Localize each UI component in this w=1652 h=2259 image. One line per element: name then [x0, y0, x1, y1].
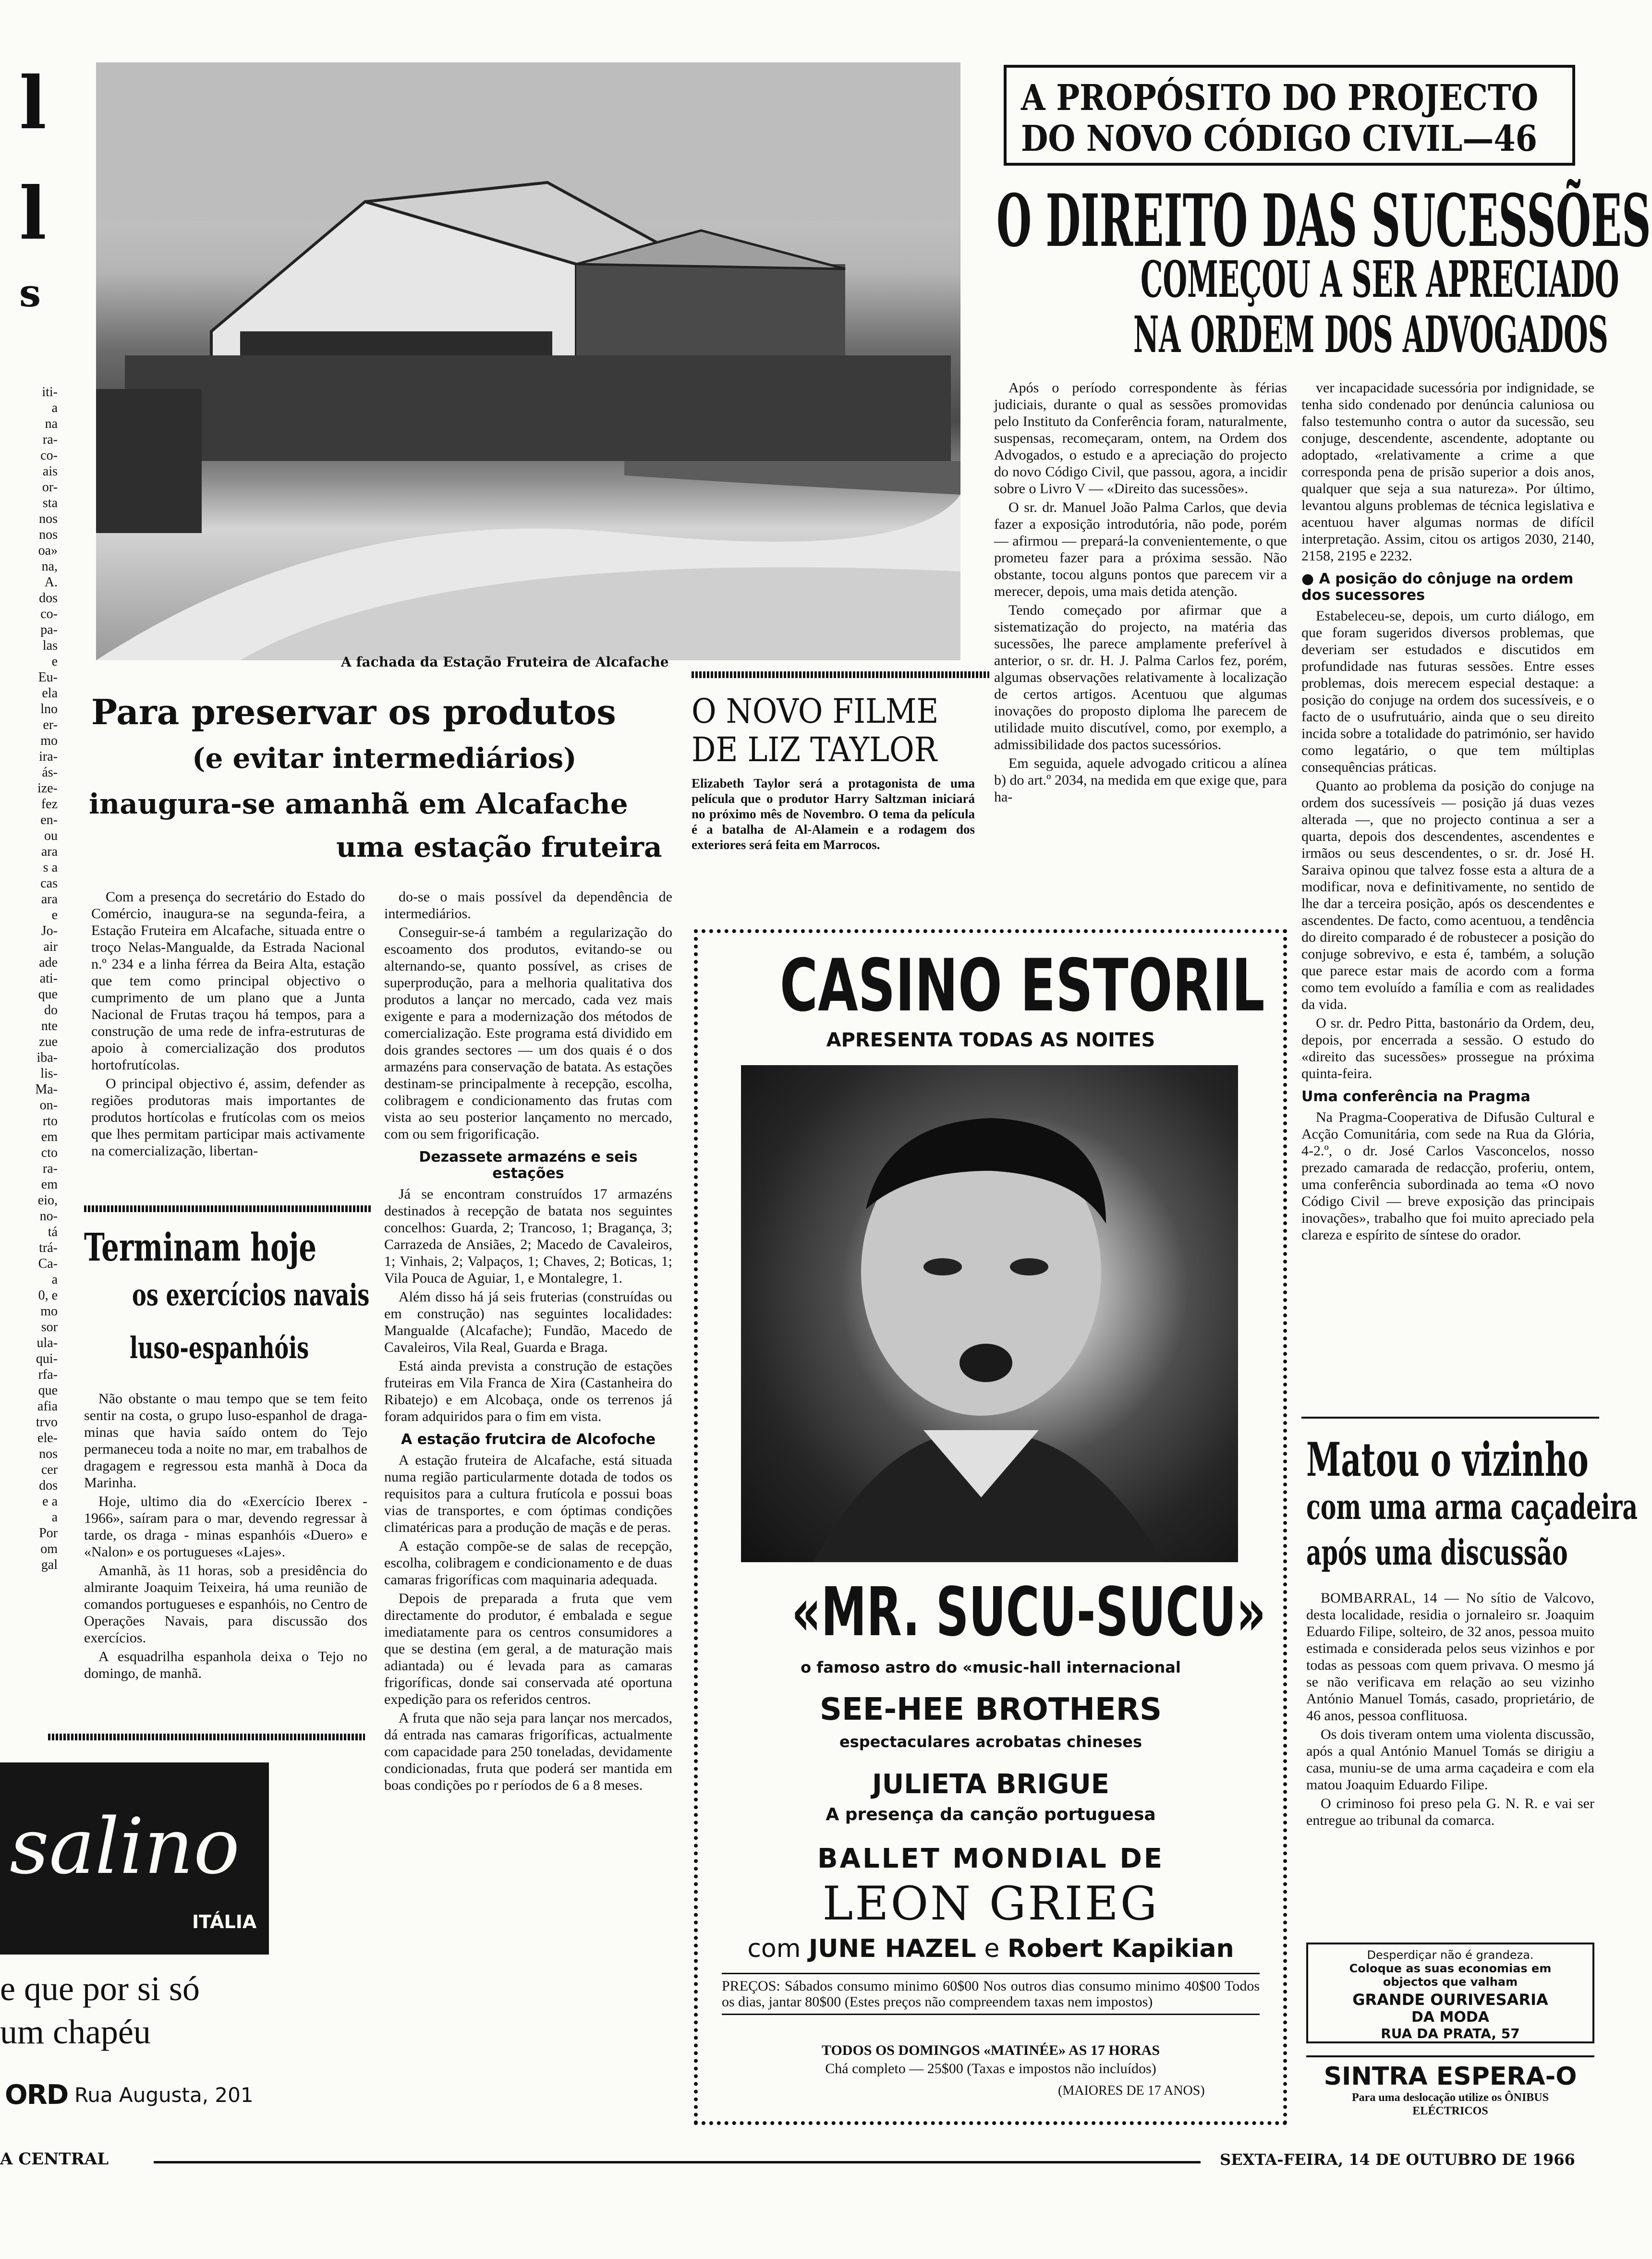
- vizinho-body: [1306, 1590, 1594, 1831]
- left-fragment-line: ade: [39, 955, 58, 970]
- alcafache-headline-1: Para preservar os produtos: [91, 692, 616, 732]
- left-fragment-line: co-: [40, 448, 58, 463]
- codigo-box: [1004, 65, 1575, 166]
- left-fragment-line: ela: [42, 686, 58, 701]
- casino-matinee-3: (MAIORES DE 17 ANOS): [1058, 2083, 1205, 2098]
- codigo-col1-paragraph-2: O sr. dr. Manuel João Palma Carlos, que devia fazer a exposição introdutória, não pode, porém — afirmou — prepará-la convenientemente, o que prometeu fazer para a próxima sessão. Não obstante, tocou alguns pontos que parecem vir a merecer, depois, uma mais detida atenção.: [994, 499, 1287, 599]
- left-fragment-line: ula-: [36, 1336, 58, 1350]
- casino-photo: [741, 1065, 1238, 1562]
- codigo-col2-part-c: [1301, 1109, 1594, 1243]
- left-fragment-line: trá-: [39, 1240, 58, 1255]
- left-fragment-line: a: [51, 401, 58, 415]
- alcafache-col2c-paragraph-4: A fruta que não seja para lançar nos mercados, dá entrada nas camaras frigoríficas, actualmente com capacidade para 250 toneladas, devidamente condicionadas, fruta que poderá ser mantida em boas condições po r períodos de 6 a 8 meses.: [384, 1710, 672, 1793]
- codigo-col2b-paragraph-1: Estabeleceu-se, depois, um curto diálogo, em que foram sugeridos diversos problemas, que deveriam ser estudados e discutidos em profundidade nas futuras sessões. Entre esses problemas, dois merecem especial destaque: a posição do conjuge na ordem dos sucessíveis, e o facto de o usufrutuário, ainda que o seu direito incida sobre a totalidade do património, ser havido como legatário, o que tem múltiplas consequências práticas.: [1301, 608, 1594, 775]
- liz-headline-1: O NOVO FILME: [692, 692, 939, 731]
- codigo-col2-part-a: [1301, 379, 1594, 564]
- left-fragment-line: ou: [44, 828, 58, 843]
- alcafache-headline-3: inaugura-se amanhã em Alcafache: [89, 788, 628, 820]
- photo-caption: A fachada da Estação Fruteira de Alcafache: [341, 654, 669, 670]
- left-fragment-line: rfa-: [38, 1367, 58, 1382]
- left-fragment-line: ira-: [39, 749, 58, 764]
- left-fragment-big-letters: [0, 48, 58, 317]
- left-fragment-line: ele-: [37, 1431, 58, 1445]
- alcafache-col2b-paragraph-3: Está ainda prevista a construção de estações fruteiras em Vila Franca de Xira (Castanheira do Ribatejo) e em Alcobaça, onde os terrenos já foram adquiridos para o fim em vista.: [384, 1358, 672, 1424]
- left-fragment-line: las: [42, 638, 58, 653]
- alcafache-subhead-1: Dezassete armazéns e seis estações: [419, 1149, 638, 1182]
- alcafache-headline-2: (e evitar intermediários): [192, 742, 577, 775]
- left-fragment-line: a: [51, 1272, 58, 1287]
- left-fragment-line: om: [40, 1542, 58, 1556]
- left-fragment-line: e a: [42, 1494, 58, 1509]
- vizinho-headline-1: Matou o vizinho: [1306, 1433, 1589, 1487]
- left-fragment-line: Eu-: [38, 670, 58, 685]
- left-fragment-line: nos: [39, 527, 58, 542]
- codigo-headline-3: NA ORDEM DOS ADVOGADOS: [1133, 305, 1608, 364]
- vizinho-headline-2: com uma arma caçadeira: [1306, 1486, 1638, 1527]
- left-fragment-line: ize-: [37, 781, 58, 796]
- salino-line-1: e que por si só: [0, 1969, 200, 2008]
- alcafache-col1-paragraph-1: Com a presença do secretário do Estado do Comércio, inaugura-se na segunda-feira, a Estação Fruteira em Alcafache, situada entre o troço Nelas-Mangualde, da Estrada Nacional n.º 234 e a linha férrea da Beira Alta, estação que tem como principal objectivo o cumprimento de um plano que a Junta Nacional de Frutas traçou há tempos, para a construção de uma rede de infra-estruturas de apoio à comercialização dos produtos hortofrutícolas.: [91, 889, 365, 1073]
- left-fragment-line: e: [51, 654, 58, 669]
- left-fragment-line: no-: [39, 1209, 58, 1224]
- footer-left: A CENTRAL: [0, 2150, 109, 2169]
- left-fragment-line: mo: [40, 733, 58, 748]
- left-fragment-big-letter: s: [19, 270, 41, 316]
- sintra-body: Para uma deslocação utilize os ÔNIBUS ELÉCTRICOS: [1352, 2091, 1549, 2117]
- left-fragment-line: Ma-: [35, 1082, 58, 1097]
- photo-building-illustration: [96, 62, 960, 660]
- alcafache-col2-part-a: [384, 888, 672, 1142]
- ourivesaria-ad: [1306, 1943, 1594, 2043]
- ourivesaria-name-2: DA MODA: [1411, 2009, 1490, 2026]
- left-fragment-line: tá: [48, 1225, 58, 1239]
- left-fragment-line: dos: [39, 591, 58, 606]
- left-fragment-line: ara: [41, 844, 58, 859]
- salino-address: Rua Augusta, 201: [74, 2083, 254, 2107]
- left-fragment-line: cas: [40, 876, 58, 891]
- naval-body: [84, 1390, 367, 1684]
- left-fragment-line: sor: [41, 1320, 58, 1335]
- casino-prices: PREÇOS: Sábados consumo minimo 60$00 Nos outros dias consumo minimo 40$00 Todos os dias, jantar 80$00 (Estes preços não compreendem taxas nem impostos): [722, 1973, 1260, 2015]
- casino-act-4c-b: Robert Kapikian: [1007, 1934, 1234, 1963]
- codigo-subhead-1-text: A posição do cônjuge na ordem dos sucessores: [1301, 571, 1574, 604]
- left-fragment-line: air: [43, 939, 58, 954]
- salino-brand: salino: [10, 1801, 240, 1891]
- left-fragment-line: ais: [42, 464, 58, 479]
- left-fragment-line: iti-: [42, 385, 58, 400]
- codigo-box-line-2: DO NOVO CÓDIGO CIVIL—46: [1021, 118, 1538, 159]
- alcafache-col2-part-c: [384, 1452, 672, 1794]
- left-fragment-line: A.: [44, 575, 58, 590]
- naval-headline-2: os exercícios navais: [132, 1277, 370, 1312]
- codigo-col2-part-b: [1301, 607, 1594, 1082]
- codigo-col2c-paragraph-1: Na Pragma-Cooperativa de Difusão Cultural e Acção Comunitária, com sede na Rua da Glória, 4-2.º, o dr. José Carlos Vasconcelos, nosso prezado camarada de redacção, proferiu, ontem, uma conferência subordinada ao tema «O novo Código Civil — breve exposição das principais inovações», trabalho que foi muito apreciado pela clareza e espírito de síntese do orador.: [1301, 1109, 1594, 1243]
- footer-date: SEXTA-FEIRA, 14 DE OUTUBRO DE 1966: [1220, 2150, 1575, 2169]
- alcafache-col2b-paragraph-1: Já se encontram construídos 17 armazéns destinados à recepção de batata nos seguintes concelhos: Guarda, 2; Trancoso, 1; Bragança, 3; Carrazeda de Ansiães, 2; Macedo de Cavaleiros, 1; Vinhais, 2; Valpaços, 1; Chaves, 2; Boticas, 1; Vila Pouca de Aguiar, 1, e Montalegre, 1.: [384, 1186, 672, 1286]
- left-fragment-line: afia: [37, 1399, 58, 1414]
- codigo-subhead-1: [1301, 571, 1594, 604]
- left-fragment-line: lis-: [40, 1066, 58, 1081]
- left-fragment-line: nte: [41, 1019, 58, 1033]
- left-fragment-text: [0, 384, 58, 1573]
- alcafache-column-1: [91, 888, 365, 1161]
- casino-ad: [694, 929, 1287, 2125]
- naval-headline-3: luso-espanhóis: [130, 1330, 309, 1365]
- left-fragment-line: ati-: [39, 971, 58, 986]
- left-fragment-line: s a: [43, 860, 58, 875]
- footer-rule: [154, 2161, 1201, 2163]
- casino-act-3-desc: A presença da canção portuguesa: [826, 1805, 1156, 1824]
- vizinho-paragraph-2: Os dois tiveram ontem uma violenta discussão, após a qual António Manuel Tomás se dirigiu a casa, muniu-se de uma arma caçadeira e com ela matou Joaquim Eduardo Filipe.: [1306, 1726, 1594, 1793]
- left-fragment-line: que: [38, 1383, 58, 1398]
- alcafache-col2c-paragraph-3: Depois de preparada a fruta que vem directamente do produtor, é embalada e segue imediatamente para os centros consumidores a que se destina (em geral, a de maturação mais adiantada) ou é levada para as camaras frigoríficas, donde sai conservada até oportuna expedição para os referidos centros.: [384, 1591, 672, 1707]
- liz-headline-2: DE LIZ TAYLOR: [692, 730, 937, 769]
- left-fragment-line: lno: [40, 702, 58, 717]
- casino-act-4c-pre: com: [747, 1934, 801, 1963]
- left-fragment-line: zue: [39, 1034, 58, 1049]
- casino-act-4a: BALLET MONDIAL DE: [817, 1843, 1165, 1874]
- casino-act-2-desc: espectaculares acrobatas chineses: [839, 1733, 1142, 1751]
- left-fragment-line: co-: [40, 607, 58, 621]
- codigo-headline-1: O DIREITO DAS SUCESSÕES: [996, 179, 1651, 263]
- left-fragment-line: 0, e: [38, 1288, 58, 1303]
- alcafache-col1-paragraph-2: O principal objectivo é, assim, defender as regiões produtoras mais importantes de produtos hortícolas e frutícolas com os meios que lhes permitam participar mais activamente na comercialização, libertan-: [91, 1076, 365, 1159]
- salino-store-logo: ORD: [5, 2079, 68, 2111]
- left-fragment-line: ás-: [42, 765, 58, 780]
- bullet-icon: ●: [1301, 571, 1319, 587]
- casino-act-3: JULIETA BRIGUE: [872, 1769, 1110, 1800]
- naval-paragraph-3: Amanhã, às 11 horas, sob a presidência do almirante Joaquim Teixeira, há uma reunião de comandos portugueses e espanhóis, no Centro de Operações Navais, para discussão dos exercícios.: [84, 1563, 367, 1646]
- casino-star: «MR. SUCU-SUCU»: [791, 1573, 1266, 1652]
- salino-ad: [0, 1762, 269, 2156]
- codigo-col2b-paragraph-3: O sr. dr. Pedro Pitta, bastonário da Ordem, deu, depois, por encerrada a sessão. O estudo do «direito das sucessões» prossegue na próxima quinta-feira.: [1301, 1015, 1594, 1081]
- left-fragment-line: e: [51, 908, 58, 923]
- left-fragment-line: nos: [39, 1446, 58, 1461]
- left-fragment-line: nos: [39, 511, 58, 526]
- left-fragment-line: que: [38, 987, 58, 1002]
- left-fragment-line: na: [45, 416, 58, 431]
- sintra-ad: [1306, 2055, 1594, 2129]
- casino-star-desc: o famoso astro do «music-hall internacional: [801, 1658, 1181, 1676]
- salino-country: ITÁLIA: [192, 1911, 257, 1932]
- left-fragment-line: iba-: [36, 1050, 58, 1065]
- left-fragment-line: Jo-: [41, 923, 58, 938]
- left-fragment-line: ra-: [42, 1161, 58, 1176]
- casino-act-4c: [698, 1934, 1284, 1963]
- salino-ad-banner: [0, 1762, 269, 1955]
- left-fragment-column: [0, 48, 58, 1695]
- vizinho-top-rule: [1301, 1417, 1599, 1419]
- left-fragment-big-letter: l: [19, 171, 47, 256]
- left-fragment-line: do: [44, 1003, 58, 1018]
- casino-matinee-2: Chá completo — 25$00 (Taxas e impostos não incluídos): [825, 2061, 1156, 2077]
- naval-paragraph-1: Não obstante o mau tempo que se tem feito sentir na costa, o grupo luso-espanhol de draga-minas que havia saído ontem do Tejo permaneceu toda a noite no mar, em trabalhos de dragagem e regressou esta manhã à Doca da Marinha.: [84, 1391, 367, 1491]
- casino-act-4c-a: JUNE HAZEL: [808, 1934, 976, 1963]
- left-fragment-line: gal: [41, 1557, 58, 1572]
- left-fragment-line: mo: [40, 1304, 58, 1319]
- alcafache-col2a-paragraph-2: Conseguir-se-á também a regularização do escoamento dos produtos, evitando-se ou alternando-se, quanto possível, as crises de superprodução, para a melhoria qualitativa dos produtos a lançar no mercado, cada vez mais exigente e para a modernização dos métodos de comercialização. Este programa está dividido em dois grandes sectores — um dos quais é o dos armazéns para conservação de batata. As estações destinam-se principalmente à recepção, escolha, colibragem e condicionamento das frutas com vista ao seu posterior lançamento no mercado, com ou sem frigorificação.: [384, 924, 672, 1142]
- left-fragment-line: dos: [39, 1478, 58, 1493]
- naval-paragraph-2: Hoje, ultimo dia do «Exercício Iberex - 1966», saíram para o mar, devendo regressar à tarde, os draga - minas espanhóis «Duero» e «Nalon» e os portugueses «Lajes».: [84, 1494, 367, 1560]
- codigo-subhead-2: Uma conferência na Pragma: [1301, 1088, 1531, 1105]
- codigo-column-2: [1301, 379, 1594, 1245]
- left-fragment-line: a: [51, 1510, 58, 1525]
- left-fragment-line: Por: [39, 1526, 58, 1541]
- casino-matinee-1: TODOS OS DOMINGOS «MATINÉE» AS 17 HORAS: [821, 2042, 1160, 2058]
- left-fragment-line: eio,: [37, 1193, 58, 1208]
- left-fragment-line: oa»: [38, 543, 58, 558]
- left-fragment-line: em: [41, 1177, 58, 1192]
- codigo-col1-paragraph-1: Após o período correspondente às férias judiciais, durante o qual as sessões promovidas pelo Instituto da Conferência foram, naturalmente, suspensas, recomeçaram, ontem, na Ordem dos Advogados, o estudo e a apreciação do projecto do novo Código Civil, que passou, agora, a incidir sobre o Livro V — «Direito das sucessões».: [994, 380, 1287, 497]
- salino-line-2: um chapéu: [0, 2013, 151, 2051]
- casino-act-4c-mid: e: [984, 1934, 1000, 1963]
- left-fragment-line: trvo: [36, 1415, 58, 1430]
- left-fragment-line: cer: [41, 1462, 58, 1477]
- codigo-col2a-paragraph-1: ver incapacidade sucessória por indignidade, se tenha sido condenado por denúncia caluniosa ou falso testemunho contra o autor da sucessão, seu conjuge, descendente, ascendente, adoptante ou adoptado, «relativamente a crime a que corresponda pena de prisão superior a dois anos, qualquer que seja a sua natureza». Por último, levantou alguns problemas de técnica legislativa e acentuou haver algumas normas de difícil interpretação. Assim, citou os artigos 2030, 2140, 2158, 2195 e 2232.: [1301, 380, 1594, 564]
- left-fragment-line: en-: [40, 813, 58, 827]
- casino-subtitle: APRESENTA TODAS AS NOITES: [826, 1029, 1155, 1051]
- alcafache-col2c-paragraph-1: A estação fruteira de Alcafache, está situada numa região particularmente dotada de todos os requisitos para a cultura frutícola e possui boas vias de transportes, e com óptimas condições climatéricas para a produção de maçãs e de peras.: [384, 1452, 672, 1535]
- casino-act-2: SEE-HEE BROTHERS: [819, 1692, 1162, 1727]
- left-fragment-line: pa-: [40, 622, 58, 637]
- alcafache-headline-4: uma estação fruteira: [336, 831, 662, 863]
- liz-body: Elizabeth Taylor será a protagonista de uma película que o produtor Harry Saltzman iniciará no próximo mês de Novembro. O tema da película é a batalha de Al-Alamein e a rodagem dos exteriores será feita em Marrocos.: [692, 776, 975, 852]
- casino-photo-illustration: [741, 1065, 1238, 1562]
- left-fragment-line: rto: [42, 1114, 58, 1129]
- vizinho-paragraph-1: BOMBARRAL, 14 — No sítio de Valcovo, desta localidade, residia o jornaleiro sr. Joaquim Eduardo Filipe, solteiro, de 32 anos, pessoa muito estimada e considerada pelos seus vizinhos e por todas as pessoas com quem privava. O mesmo já se não verificava em relação ao seu vizinho António Manuel Tomás, casado, proprietário, de 46 anos, pessoa conflituosa.: [1306, 1590, 1594, 1724]
- alcafache-col2b-paragraph-2: Além disso há já seis fruterias (construídas ou em construção) nas seguintes localidades: Mangualde (Alcafache); Fundão, Macedo de Cavaleiros, Vila Real, Guarda e Braga.: [384, 1289, 672, 1355]
- left-fragment-line: qui-: [36, 1351, 58, 1366]
- codigo-col2b-paragraph-2: Quanto ao problema da posição do conjuge na ordem dos sucessíveis — posição já duas vezes alterada —, que no projecto continua a ser a quarta, depois dos descendentes, ascendentes e irmãos ou seus descendentes, o sr. dr. José H. Saraiva opinou que talvez fosse esta a altura de a modificar, nova e definitivamente, no sentido de lhe dar a terceira posição, após os descendentes e ascendentes. De facto, como acentuou, a tendência do direito comparado é de robustecer a posição do conjuge sobrevivo, e esta é, também, a solução que parece estar mais de acordo com a forma como tem evoluído a família e com as realidades da vida.: [1301, 778, 1594, 1012]
- naval-headline-1: Terminam hoje: [84, 1225, 317, 1270]
- ourivesaria-line-1: Desperdiçar não é grandeza.: [1367, 1948, 1534, 1962]
- naval-paragraph-4: A esquadrilha espanhola deixa o Tejo no domingo, de manhã.: [84, 1649, 367, 1681]
- left-fragment-line: or-: [42, 480, 58, 495]
- left-fragment-line: er-: [43, 717, 58, 732]
- left-fragment-line: on-: [39, 1098, 58, 1113]
- codigo-box-line-1: A PROPÓSITO DO PROJECTO: [1021, 77, 1539, 119]
- codigo-headline-2: COMEÇOU A SER APRECIADO: [1141, 250, 1619, 309]
- ourivesaria-address: RUA DA PRATA, 57: [1381, 2026, 1520, 2041]
- vizinho-headline-3: após uma discussão: [1306, 1532, 1568, 1573]
- divider-naval-bottom: [48, 1734, 365, 1740]
- divider-under-photo: [692, 671, 989, 678]
- alcafache-column-2: [384, 888, 672, 1796]
- left-fragment-line: na,: [41, 559, 58, 574]
- left-fragment-line: ara: [41, 892, 58, 907]
- alcafache-col2-part-b: [384, 1186, 672, 1425]
- vizinho-paragraph-3: O criminoso foi preso pela G. N. R. e vai ser entregue ao tribunal da comarca.: [1306, 1796, 1594, 1828]
- alcafache-col2a-paragraph-1: do-se o mais possível da dependência de intermediários.: [384, 889, 672, 922]
- ourivesaria-name-1: GRANDE OURIVESARIA: [1352, 1991, 1548, 2009]
- left-fragment-line: sta: [42, 496, 58, 510]
- left-fragment-line: cto: [41, 1145, 58, 1160]
- left-fragment-line: em: [41, 1130, 58, 1144]
- left-fragment-big-letter: l: [19, 61, 47, 146]
- casino-act-4b: LEON GRIEG: [822, 1877, 1159, 1931]
- photo-estacao-fruteira: [96, 62, 960, 660]
- sintra-title: SINTRA ESPERA-O: [1324, 2062, 1577, 2091]
- codigo-col1-paragraph-4: Em seguida, aquele advogado criticou a alínea b) do art.º 2034, na medida em que exige que, para ha-: [994, 755, 1287, 805]
- alcafache-subhead-2: A estação frutcira de Alcofoche: [401, 1431, 656, 1448]
- ourivesaria-line-2: Coloque as suas economias em: [1349, 1962, 1552, 1975]
- left-fragment-line: fez: [41, 797, 58, 812]
- left-fragment-line: Ca-: [38, 1256, 58, 1271]
- codigo-col1-paragraph-3: Tendo começado por afirmar que a sistematização do projecto, na matéria das sucessões, lhe parece amplamente preferível à anterior, o sr. dr. H. J. Palma Carlos fez, porém, algumas observações relativamente à localização de certos artigos. Acentuou que algumas inovações do proposto diploma lhe parecem de utilidade muito discutível, como, por exemplo, a admissibilidade dos pactos sucessórios.: [994, 602, 1287, 753]
- left-fragment-line: ra-: [42, 432, 58, 447]
- codigo-column-1: [994, 379, 1287, 807]
- alcafache-col2c-paragraph-2: A estação compõe-se de salas de recepção, escolha, colibragem e condicionamento e de duas camaras frigoríficas com maquinaria adequada.: [384, 1538, 672, 1588]
- divider-naval-top: [84, 1205, 372, 1212]
- casino-title: CASINO ESTORIL: [779, 944, 1265, 1028]
- ourivesaria-line-3: objectos que valham: [1383, 1975, 1518, 1989]
